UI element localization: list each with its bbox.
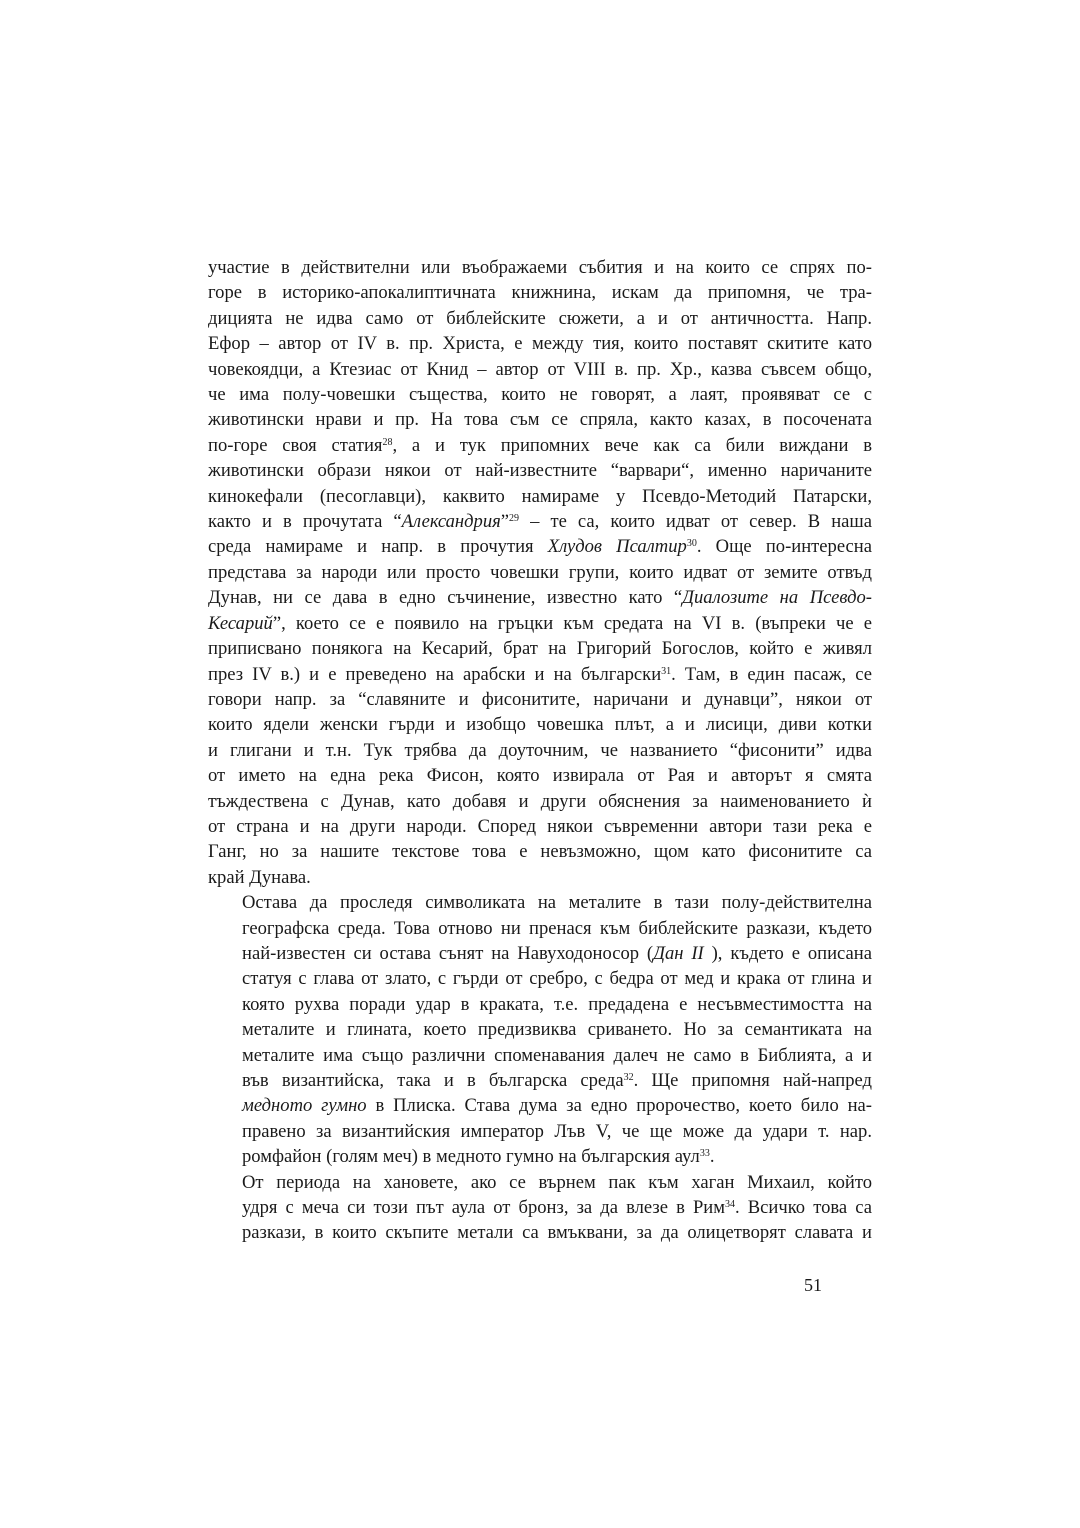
text-run: Остава да проследя символиката на металите в тази полу-действителна — [242, 892, 872, 914]
text-line — [208, 865, 872, 890]
text-run: . — [709, 1146, 715, 1168]
footnote-ref: 34 — [725, 1199, 736, 1211]
text-run: по-горе своя статия — [208, 434, 383, 456]
text-line — [208, 763, 872, 788]
italic-title: Кесарий — [208, 612, 273, 634]
text-run: най-известен си остава сънят на Навуходоносор ( — [242, 942, 654, 964]
italic-title: Александрия — [401, 511, 501, 533]
text-line — [208, 611, 872, 636]
text-run: удря с меча си този път аула от бронз, за да влезе в Рим — [242, 1197, 726, 1219]
text-run: металите и глината, което предизвиква сриването. Но за семантиката на — [242, 1019, 872, 1041]
text-line — [208, 1144, 872, 1169]
footnote-ref: 28 — [382, 436, 393, 448]
text-run: в Плиска. Става дума за едно пророчество, което било на- — [366, 1095, 873, 1117]
text-run: горе в историко-апокалиптичната книжнина, искам да припомня, че тра- — [208, 282, 872, 304]
text-run: през IV в.) и е преведено на арабски и на български — [208, 663, 662, 685]
text-run: представа за народи или просто човешки групи, които идват от земите отвъд — [208, 561, 872, 583]
text-line — [208, 839, 872, 864]
text-run: Ефор – автор от IV в. пр. Христа, е между тия, които поставят скитите като — [208, 333, 872, 355]
text-run: както и в прочутата “ — [208, 511, 402, 533]
text-line — [208, 1170, 872, 1195]
text-line — [208, 814, 872, 839]
text-run: – те са, които идват от север. В наша — [519, 511, 872, 533]
text-line — [208, 407, 872, 432]
italic-title: Диалозите на Псевдо- — [682, 587, 872, 609]
text-line — [208, 890, 872, 915]
text-run: географска среда. Това отново ни пренася към библейските разкази, където — [242, 917, 872, 939]
text-line — [208, 1119, 872, 1144]
text-run: . Ще припомня най-напред — [633, 1070, 872, 1091]
text-line — [208, 1017, 872, 1042]
text-line — [208, 966, 872, 991]
text-line — [208, 916, 872, 941]
text-line — [208, 255, 872, 280]
text-run: от името на една река Фисон, която извирала от Рая и авторът я смята — [208, 765, 872, 787]
text-run: която рухва поради удар в краката, т.е. предадена е несъвместимостта на — [242, 993, 872, 1015]
paragraph — [208, 255, 872, 890]
text-run: правено за византийския император Лъв V, че ще може да удари т. нар. — [242, 1120, 872, 1142]
text-line — [208, 1043, 872, 1068]
text-run: . Там, в един пасаж, се — [671, 663, 872, 685]
page-number: 51 — [804, 1275, 822, 1295]
text-run: животински образи някои от най-известните “варвари“, именно наричаните — [208, 460, 872, 482]
text-line — [208, 534, 872, 559]
text-run: Ганг, но за нашите текстове това е невъзможно, щом като фисонитите са — [208, 841, 872, 863]
text-run: човекоядци, а Ктезиас от Книд – автор от VIII в. пр. Хр., казва съвсем общо, — [208, 358, 872, 380]
footnote-ref: 32 — [623, 1072, 634, 1083]
text-run: участие в действителни или въображаеми събития и на които се спрях по- — [208, 257, 872, 278]
text-run: ромфайон (голям меч) в медното гумно на българския аул — [242, 1146, 700, 1168]
footnote-ref: 29 — [509, 513, 520, 525]
text-run: кинокефали (песоглавци), каквито намираме у Псевдо-Методий Патарски, — [208, 485, 872, 507]
text-line — [208, 560, 872, 585]
text-line — [208, 458, 872, 483]
text-run: , а и тук припомних вече как са били виждани в — [392, 434, 872, 456]
footnote-ref: 33 — [699, 1148, 710, 1160]
text-line — [208, 738, 872, 763]
text-line — [208, 1220, 872, 1245]
text-run: среда намираме и напр. в прочутия — [208, 536, 548, 558]
paragraph — [208, 1170, 872, 1246]
text-run: приписвано понякога на Кесарий, брат на Григорий Богослов, който е живял — [208, 638, 872, 660]
text-line — [208, 509, 872, 534]
body-text — [208, 255, 872, 1246]
text-run: статуя с глава от злато, с гърди от сребро, с бедра от мед и крака от глина и — [242, 968, 872, 990]
text-run: . Още по-интересна — [696, 536, 873, 558]
text-run: край Дунава. — [208, 866, 311, 888]
text-run: металите има също различни споменавания далеч не само в Библията, а и — [242, 1044, 872, 1066]
text-line — [208, 687, 872, 712]
text-run: във византийска, така и в българска среда — [242, 1070, 624, 1091]
text-run: ), където е описана — [703, 942, 872, 964]
text-run: че има полу-човешки същества, които не говорят, а лаят, проявяват се с — [208, 384, 872, 406]
italic-title: Дан II — [653, 942, 704, 964]
text-line — [208, 357, 872, 382]
text-run: от страна и на други народи. Според някои съвременни автори тази река е — [208, 815, 872, 837]
text-line — [208, 433, 872, 458]
footnote-ref: 31 — [661, 665, 672, 677]
text-line — [208, 1093, 872, 1118]
text-line — [208, 941, 872, 966]
footnote-ref: 30 — [686, 538, 697, 550]
text-line — [208, 585, 872, 610]
text-run: разкази, в които скъпите метали са вмъквани, за да олицетворят славата и — [242, 1222, 872, 1244]
text-line — [208, 382, 872, 407]
text-run: и глигани и т.н. Тук трябва да доуточним, че названието “фисонити” идва — [208, 739, 872, 761]
text-run: говори напр. за “славяните и фисонитите, наричани и дунавци”, някои от — [208, 688, 872, 710]
text-run: ”, което се е появило на гръцки към средата на VI в. (въпреки че е — [272, 612, 872, 634]
text-line — [208, 662, 872, 687]
text-run: дицията не идва само от библейските сюжети, а и от античността. Напр. — [208, 307, 872, 329]
text-line — [208, 789, 872, 814]
text-run: Дунав, ни се дава в едно съчинение, известно като “ — [208, 587, 683, 609]
text-line — [208, 1195, 872, 1220]
italic-title: медното гумно — [242, 1095, 367, 1117]
text-line — [208, 331, 872, 356]
italic-title: Хлудов Псалтир — [547, 536, 687, 558]
text-run: ” — [500, 511, 510, 533]
text-line — [208, 1068, 872, 1093]
text-run: тъждествена с Дунав, като добавя и други обяснения за наименованието ѝ — [208, 790, 872, 812]
text-run: . Всичко това са — [735, 1197, 872, 1219]
text-line — [208, 992, 872, 1017]
paragraph — [208, 890, 872, 1169]
text-line — [208, 484, 872, 509]
text-line — [208, 280, 872, 305]
text-run: които ядели женски гърди и изобщо човешка плът, а и лисици, диви котки — [208, 714, 872, 736]
text-line — [208, 712, 872, 737]
text-line — [208, 636, 872, 661]
text-run: животински нрави и пр. На това съм се спряла, както казах, в посочената — [208, 409, 872, 431]
text-line — [208, 306, 872, 331]
text-run: От периода на хановете, ако се върнем пак към хаган Михаил, който — [242, 1171, 872, 1193]
